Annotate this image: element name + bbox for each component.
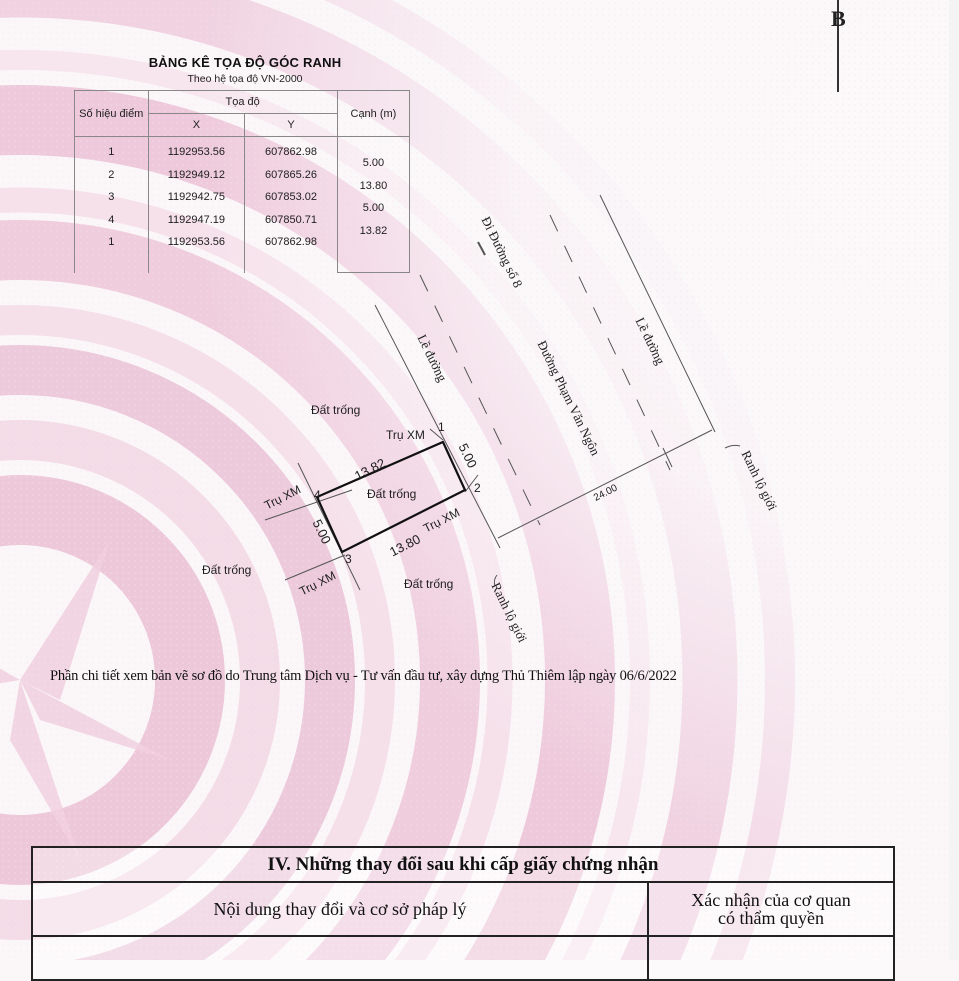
column-header-confirm-line1: Xác nhận của cơ quan <box>691 890 851 910</box>
surrounding-label-west: Đất trống <box>202 563 252 577</box>
parcel-label: Đất trống <box>367 487 417 501</box>
old-road-label: Đi Đường số 8 <box>478 214 526 290</box>
header-edge: Cạnh (m) <box>337 91 409 137</box>
edge-column: 5.00 13.80 5.00 13.82 <box>337 137 409 273</box>
sheet-letter: B <box>831 6 846 31</box>
sidewalk-label-right: Lề đường <box>632 315 669 367</box>
road-name-label: Đường Phạm Văn Ngôn <box>534 338 604 458</box>
coordinate-table-subtitle: Theo hệ tọa độ VN-2000 <box>187 73 303 85</box>
boundary-label-left: Ranh lộ giới <box>488 580 531 645</box>
edge-label-1-2: 5.00 <box>455 441 481 471</box>
edge-label-3-4: 5.00 <box>309 517 335 547</box>
surrounding-label-north: Đất trống <box>311 403 361 417</box>
column-header-confirm <box>648 882 894 936</box>
point-label-2: 2 <box>474 481 481 495</box>
road-width-label: 24.00 <box>592 482 620 504</box>
content-cell <box>32 936 648 980</box>
marker-label-4: Trụ XM <box>262 482 304 513</box>
column-header-content: Nội dung thay đổi và cơ sở pháp lý <box>32 882 648 936</box>
header-x: X <box>148 114 245 137</box>
marker-label-1: Trụ XM <box>386 428 425 442</box>
point-label-1: 1 <box>438 420 445 434</box>
detail-note: Phần chi tiết xem bản vẽ sơ đồ do Trung tâm Dịch vụ - Tư vấn đầu tư, xây dựng Thủ Thiêm lập ngày 06/6/2022 <box>50 668 677 684</box>
point-column: 1 2 3 4 1 <box>75 137 149 273</box>
header-point: Số hiệu điểm <box>75 91 149 137</box>
point-label-3: 3 <box>345 552 352 566</box>
column-header-confirm-line2: có thẩm quyền <box>718 908 824 928</box>
changes-table <box>31 846 895 981</box>
surrounding-label-south: Đất trống <box>404 577 454 591</box>
marker-label-3: Trụ XM <box>297 568 339 599</box>
point-label-4: 4 <box>314 488 321 502</box>
header-y: Y <box>245 114 338 137</box>
coordinate-table-title: BẢNG KÊ TỌA ĐỘ GÓC RANH <box>148 55 342 70</box>
confirm-cell <box>648 936 894 980</box>
changes-section-title: IV. Những thay đổi sau khi cấp giấy chứng nhận <box>32 847 894 882</box>
boundary-label-right: Ranh lộ giới <box>738 448 781 513</box>
marker-label-2: Trụ XM <box>421 505 463 536</box>
edge-label-2-3: 13.80 <box>387 531 423 560</box>
x-column: 1192953.56 1192949.12 1192942.75 1192947.19 1192953.56 <box>148 137 245 273</box>
header-coords: Tọa độ <box>148 91 337 114</box>
edge-label-4-1: 13.82 <box>352 455 388 484</box>
sidewalk-label-left: Lề đường <box>414 332 451 384</box>
y-column: 607862.98 607865.26 607853.02 607850.71 607862.98 <box>245 137 338 273</box>
table-row <box>32 936 894 980</box>
